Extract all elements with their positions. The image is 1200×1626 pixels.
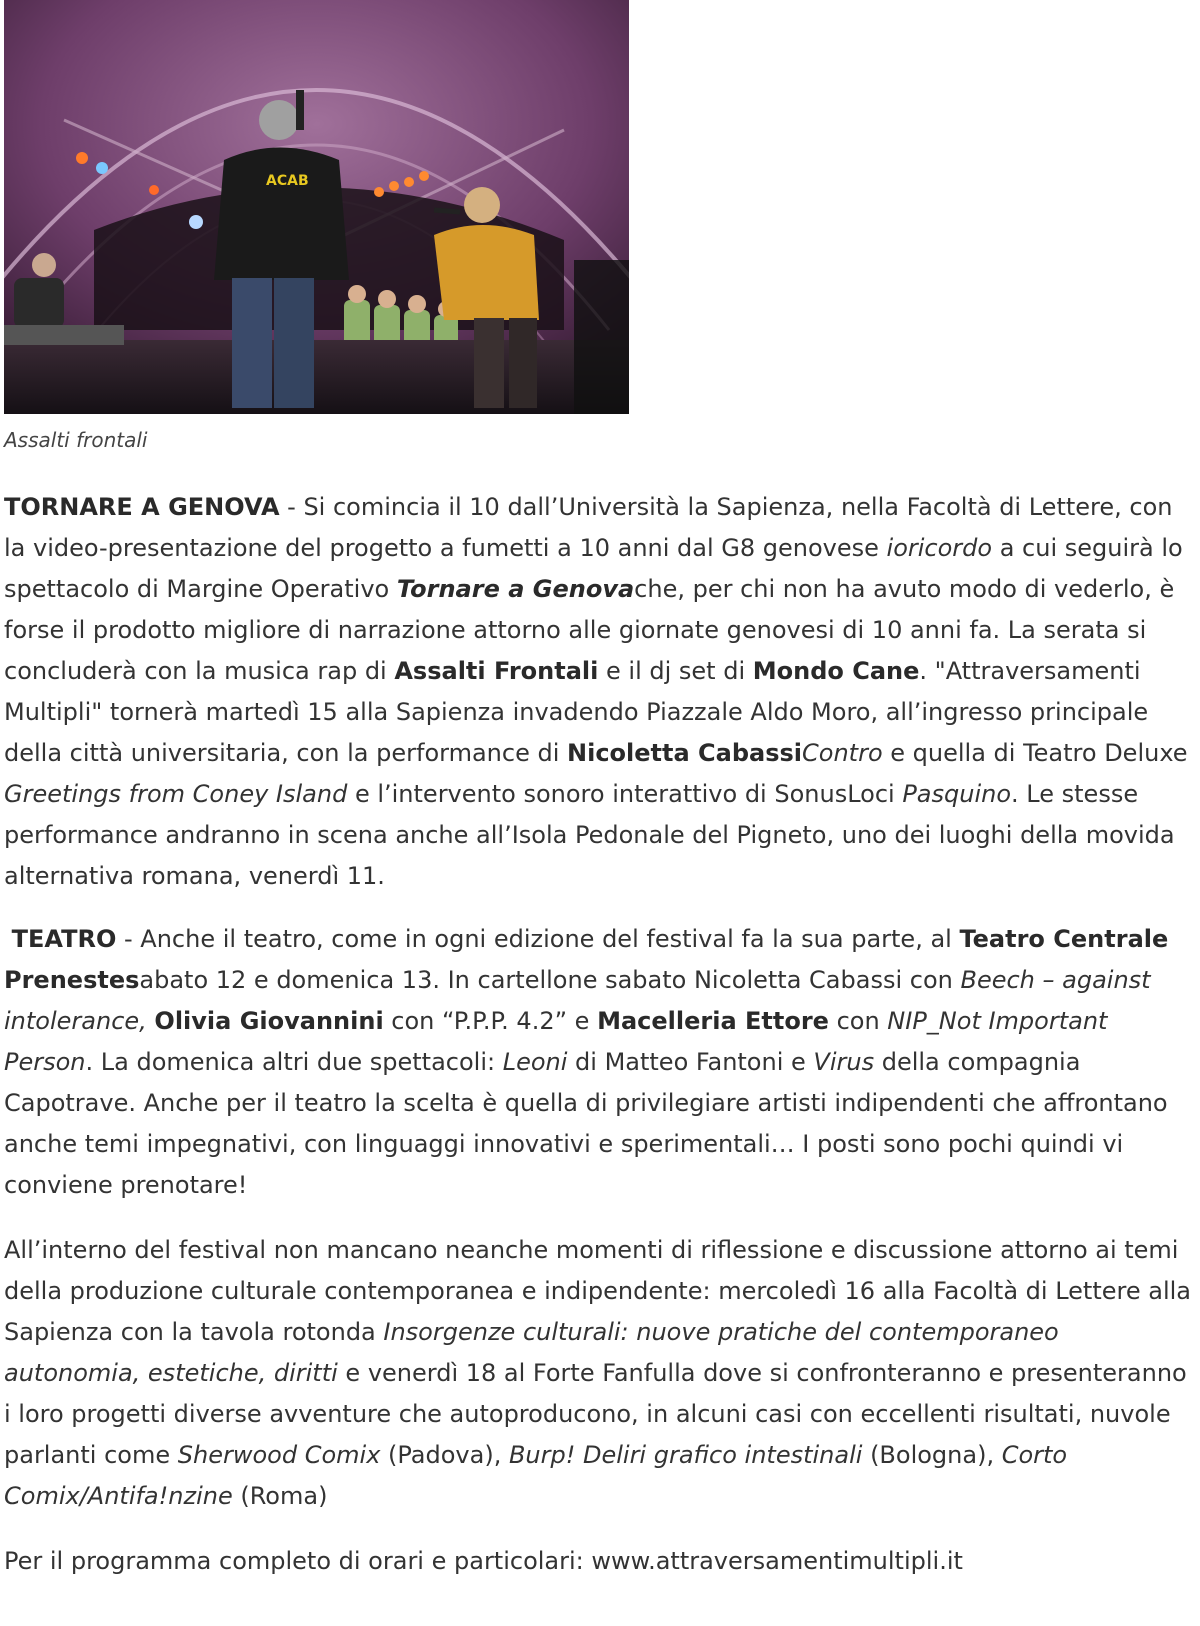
text: (Bologna), [862, 1441, 1002, 1469]
comix-title: Burp! Deliri grafico intestinali [508, 1441, 863, 1469]
show-title: Beech – against intolerance, [4, 966, 1151, 1035]
show-title: Virus [813, 1048, 875, 1076]
text: - Si comincia il 10 dall’Università la Sapienza, nella Facoltà di Lettere, con la video-presentazione del progetto a fumetti a 10 anni dal G8 genovese [4, 493, 1173, 562]
text: . "Attraversamenti Multipli" tornerà martedì 15 alla Sapienza invadendo Piazzale Aldo Moro, all’ingresso principale della città universitaria, con la performance di [4, 657, 1149, 767]
show-title: Leoni [502, 1048, 568, 1076]
text: e il dj set di [598, 657, 753, 685]
artist-name: Nicoletta Cabassi [567, 739, 803, 767]
event-title: Insorgenze culturali: nuove pratiche del contemporaneo autonomia, estetiche, diritti [4, 1318, 1059, 1387]
text [4, 925, 12, 953]
show-title: Pasquino [902, 780, 1012, 808]
text: e l’intervento sonoro interattivo di SonusLoci [347, 780, 903, 808]
text: . La domenica altri due spettacoli: [85, 1048, 503, 1076]
text: abato 12 e domenica 13. In cartellone sabato Nicoletta Cabassi con [139, 966, 961, 994]
text: e quella di Teatro Deluxe [882, 739, 1188, 767]
show-title: NIP_Not Important Person [4, 1007, 1108, 1076]
paragraph-programma: Per il programma completo di orari e particolari: www.attraversamentimultipli.it [4, 1547, 963, 1575]
paragraph-teatro [4, 919, 1194, 1206]
artist-name: Macelleria Ettore [597, 1007, 829, 1035]
artist-name: Mondo Cane [752, 657, 920, 685]
text: All’interno del festival non mancano neanche momenti di riflessione e discussione attorno ai temi della produzione culturale contemporanea e indipendente: mercoledì 16 alla Facoltà di Lettere alla Sapienza con la tavola rotonda [4, 1236, 1191, 1346]
shirt-text: ACAB [266, 173, 309, 189]
show-title: Contro [802, 739, 883, 767]
text: (Roma) [232, 1482, 328, 1510]
text: a cui seguirà lo spettacolo di Margine Operativo [4, 534, 1183, 603]
title-ioricordo: ioricordo [886, 534, 993, 562]
comix-title: Sherwood Comix [177, 1441, 381, 1469]
paragraph-riflessione [4, 1230, 1194, 1517]
concert-photo [4, 0, 629, 414]
text: - Anche il teatro, come in ogni edizione del festival fa la sua parte, al [116, 925, 960, 953]
comix-title: Corto Comix/Antifa!nzine [4, 1441, 1068, 1510]
section-heading: TEATRO [11, 925, 117, 953]
concert-photo-illustration [4, 0, 629, 414]
venue-name: Teatro Centrale Prenestes [4, 925, 1169, 994]
paragraph-tornare-a-genova [4, 487, 1194, 897]
section-heading: TORNARE A GENOVA [4, 493, 280, 521]
text: (Padova), [380, 1441, 509, 1469]
image-caption: Assalti frontali [4, 428, 148, 452]
artist-name: Assalti Frontali [394, 657, 599, 685]
text: . Le stesse performance andranno in scena anche all’Isola Pedonale del Pigneto, uno dei luoghi della movida alternativa romana, venerdì 11. [4, 780, 1175, 890]
artist-name: Olivia Giovannini [154, 1007, 384, 1035]
show-title: Greetings from Coney Island [4, 780, 348, 808]
text: con [828, 1007, 888, 1035]
text: di Matteo Fantoni e [567, 1048, 814, 1076]
article-body [4, 487, 1194, 1582]
text: e venerdì 18 al Forte Fanfulla dove si confronteranno e presenteranno i loro progetti diverse avventure che autoproducono, in alcuni casi con eccellenti risultati, nuvole parlanti come [4, 1359, 1187, 1469]
title-tornare-a-genova: Tornare a Genova [396, 575, 635, 603]
text: della compagnia Capotrave. Anche per il teatro la scelta è quella di privilegiare artisti indipendenti che affrontano anche temi impegnativi, con linguaggi innovativi e sperimentali… I posti sono pochi quindi vi conviene prenotare! [4, 1048, 1168, 1199]
text: con “P.P.P. 4.2” e [383, 1007, 598, 1035]
text: che, per chi non ha avuto modo di vederlo, è forse il prodotto migliore di narrazione attorno alle giornate genovesi di 10 anni fa. La serata si concluderà con la musica rap di [4, 575, 1175, 685]
